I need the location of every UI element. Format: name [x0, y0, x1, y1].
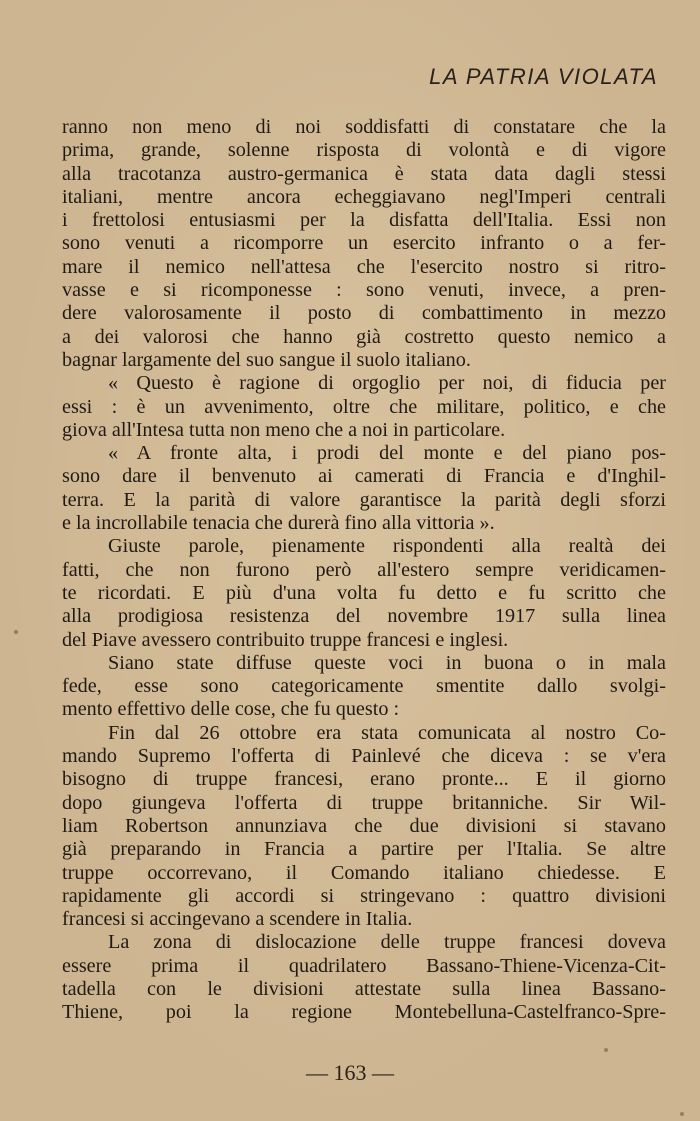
text-line: essere prima il quadrilatero Bassano-Thiene-Vicenza-Cit- — [62, 954, 666, 977]
text-line: francesi si accingevano a scendere in Italia. — [62, 908, 413, 931]
text-line: fatti, che non furono però all'estero sempre veridicamen- — [62, 558, 666, 581]
text-line: essi : è un avvenimento, oltre che militare, politico, e che — [62, 395, 666, 418]
text-line: te ricordati. E più d'una volta fu detto e fu scritto che — [62, 581, 666, 604]
text-line: La zona di dislocazione delle truppe francesi doveva — [108, 931, 666, 954]
text-line: alla tracotanza austro-germanica è stata data dagli stessi — [62, 162, 666, 185]
text-line: alla prodigiosa resistenza del novembre 1917 sulla linea — [62, 605, 666, 628]
text-line: ranno non meno di noi soddisfatti di constatare che la — [62, 116, 666, 138]
text-line: « Questo è ragione di orgoglio per noi, di fiducia per — [108, 372, 666, 395]
text-line: sono dare il benvenuto ai camerati di Francia e d'Inghil- — [62, 465, 666, 488]
text-line: e la incrollabile tenacia che durerà fino alla vittoria ». — [62, 512, 495, 535]
text-line: Giuste parole, pienamente rispondenti alla realtà dei — [108, 535, 666, 558]
text-line: mento effettivo delle cose, che fu questo : — [62, 698, 400, 721]
text-line: fede, esse sono categoricamente smentite dallo svolgi- — [62, 675, 666, 698]
text-line: del Piave avessero contribuito truppe francesi e inglesi. — [62, 628, 509, 651]
paper-speck — [680, 1112, 684, 1116]
text-line: dere valorosamente il posto di combattimento in mezzo — [62, 302, 666, 325]
paper-speck — [604, 1048, 608, 1052]
text-line: liam Robertson annunziava che due divisioni si stavano — [62, 814, 666, 837]
text-line: sono venuti a ricomporre un esercito infranto o a fer- — [62, 232, 666, 255]
running-title: LA PATRIA VIOLATA — [429, 64, 658, 89]
text-line: già preparando in Francia a partire per l'Italia. Se altre — [62, 838, 666, 861]
paper-speck — [14, 630, 18, 634]
text-line: truppe occorrevano, il Comando italiano chiedesse. E — [62, 861, 666, 884]
text-line: bisogno di truppe francesi, erano pronte... E il giorno — [62, 768, 666, 791]
text-line: i frettolosi entusiasmi per la disfatta dell'Italia. Essi non — [62, 209, 666, 232]
text-line: bagnar largamente del suo sangue il suolo italiano. — [62, 348, 471, 371]
text-line: giova all'Intesa tutta non meno che a noi in particolare. — [62, 418, 506, 441]
text-line: italiani, mentre ancora echeggiavano negl'Imperi centrali — [62, 185, 666, 208]
text-line: dopo giungeva l'offerta di truppe britanniche. Sir Wil- — [62, 791, 666, 814]
body-text — [62, 116, 666, 1025]
text-line: a dei valorosi che hanno già costretto questo nemico a — [62, 325, 666, 348]
text-line: prima, grande, solenne risposta di volontà e di vigore — [62, 139, 666, 162]
page-number: — 163 — — [306, 1060, 394, 1085]
text-line: terra. E la parità di valore garantisce la parità degli sforzi — [62, 488, 666, 511]
text-line: mando Supremo l'offerta di Painlevé che diceva : se v'era — [62, 745, 666, 768]
text-line: Siano state diffuse queste voci in buona o in mala — [108, 651, 666, 674]
text-line: vasse e si ricomponesse : sono venuti, invece, a pren- — [62, 279, 666, 302]
text-line: tadella con le divisioni attestate sulla linea Bassano- — [62, 977, 666, 1000]
text-line: Fin dal 26 ottobre era stata comunicata al nostro Co- — [108, 721, 666, 744]
text-line: rapidamente gli accordi si stringevano : quattro divisioni — [62, 884, 666, 907]
text-line: mare il nemico nell'attesa che l'esercito nostro si ritro- — [62, 255, 666, 278]
text-line: Thiene, poi la regione Montebelluna-Castelfranco-Spre- — [62, 1001, 666, 1024]
text-line: « A fronte alta, i prodi del monte e del piano pos- — [108, 442, 666, 465]
